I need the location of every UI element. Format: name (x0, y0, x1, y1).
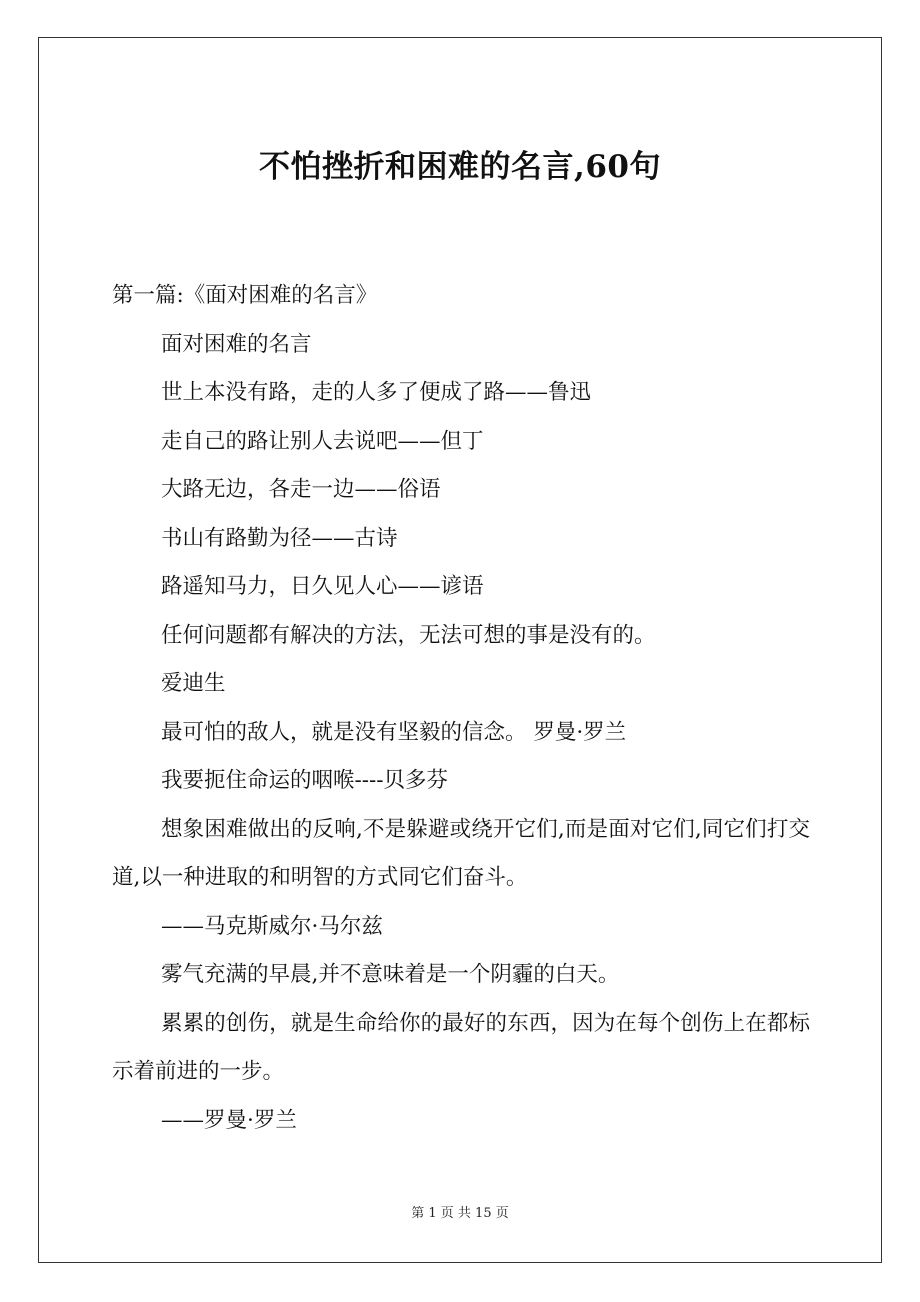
quote-paragraph: 想象困难做出的反响,不是躲避或绕开它们,而是面对它们,同它们打交道,以一种进取的和明智的方式同它们奋斗。 (112, 816, 810, 890)
quote-attribution: ——马克斯威尔·马尔兹 (161, 913, 383, 939)
quote-paragraph: 大路无边，各走一边——俗语 (161, 477, 441, 502)
quote-paragraph: 书山有路勤为径——古诗 (161, 525, 398, 551)
quote-paragraph: 任何问题都有解决的方法，无法可想的事是没有的。 (161, 622, 656, 648)
quote-paragraph: 走自己的路让别人去说吧——但丁 (161, 428, 484, 454)
quote-paragraph: 最可怕的敌人，就是没有坚毅的信念。 罗曼·罗兰 (161, 719, 627, 745)
page-footer: 第 1 页 共 15 页 (411, 1206, 509, 1221)
paragraph: 面对困难的名言 (161, 331, 312, 357)
quote-paragraph: 我要扼住命运的咽喉----贝多芬 (161, 768, 449, 793)
quote-paragraph: 累累的创伤，就是生命给你的最好的东西，因为在每个创伤上在都标示着前进的一步。 (112, 1010, 810, 1084)
quote-attribution: ——罗曼·罗兰 (161, 1107, 297, 1133)
quote-paragraph: 世上本没有路，走的人多了便成了路——鲁迅 (161, 380, 592, 405)
section-heading: 第一篇:《面对困难的名言》 (112, 283, 378, 308)
quote-paragraph: 雾气充满的早晨,并不意味着是一个阴霾的白天。 (161, 962, 620, 987)
document-title: 不怕挫折和困难的名言,60句 (259, 149, 661, 185)
quote-attribution: 爱迪生 (161, 671, 226, 696)
quote-paragraph: 路遥知马力，日久见人心——谚语 (161, 574, 484, 599)
document-body (112, 272, 810, 1145)
